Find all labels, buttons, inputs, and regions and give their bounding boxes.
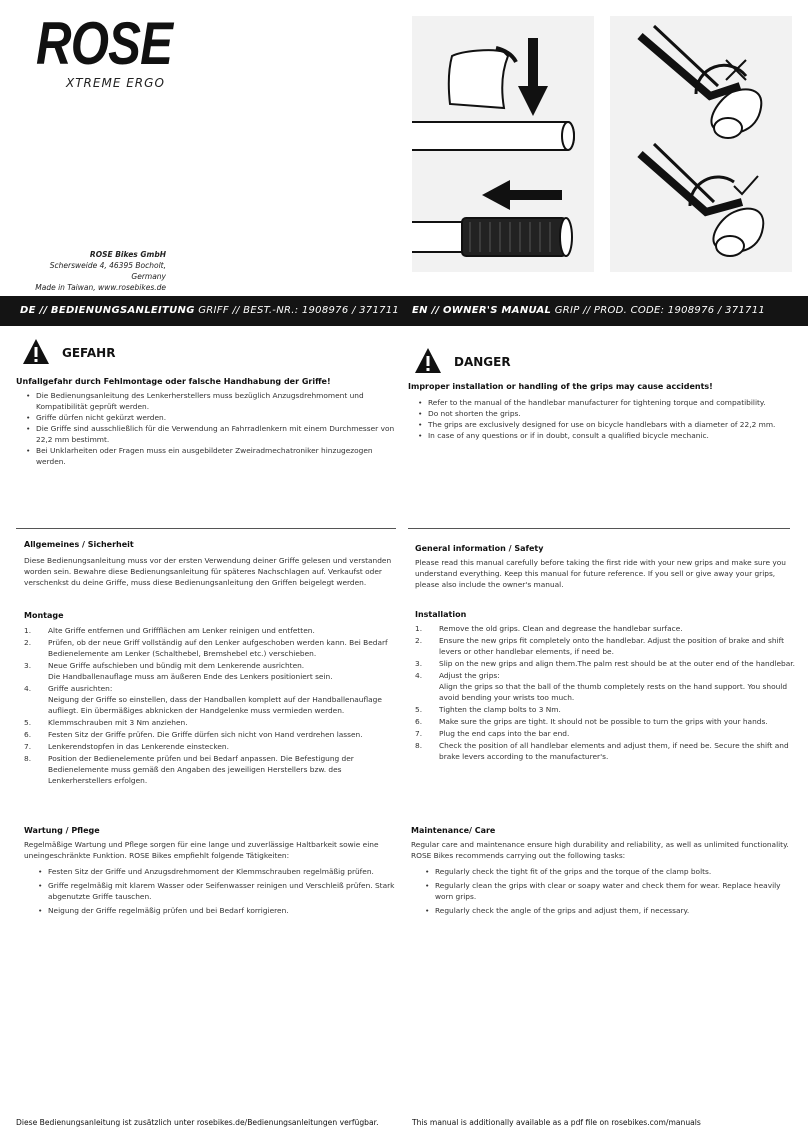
danger-item-de: • Die Griffe sind ausschließlich für die Verwendung an Fahrradlenkern mit einem Durchmesser von 22,2 mm bestimmt. — [36, 423, 396, 445]
step-de-8: 8. Position der Bedienelemente prüfen und bei Bedarf anpassen. Die Befestigung der Bedienelemente muss gemäß den Angaben des jeweiligen Herstellers bzw. des Lenkerherstellers erfolgen. — [24, 754, 354, 785]
installation-title-en: Installation — [415, 610, 467, 619]
footer-en: This manual is additionally available as a pdf file on rosebikes.com/manuals — [412, 1118, 701, 1127]
danger-item-en: • The grips are exclusively designed for use on bicycle handlebars with a diameter of 22,2 mm. — [428, 419, 796, 430]
maintenance-title-de: Wartung / Pflege — [24, 826, 100, 835]
header-en — [412, 296, 765, 326]
step-de-5: 5. Klemmschrauben mit 3 Nm anziehen. — [24, 718, 188, 727]
company-name: ROSE Bikes GmbH — [89, 250, 166, 259]
danger-item-de: • Griffe dürfen nicht gekürzt werden. — [36, 412, 396, 423]
wrong-cross-icon — [726, 60, 746, 80]
company-info — [20, 249, 166, 293]
header-en-lang: EN // — [412, 305, 440, 316]
footer-de: Diese Bedienungsanleitung ist zusätzlich unter rosebikes.de/Bedienungsanleitungen verfügbar. — [16, 1118, 379, 1127]
step-en-4: 4. Adjust the grips: Align the grips so that the ball of the thumb completely rests on the hand support. You should avoid bending your wrists too much. — [415, 671, 788, 702]
step-de-4: 4. Griffe ausrichten: Neigung der Griffe so einstellen, dass der Handballen komplett auf der Handballenauflage aufliegt. Ein übermäßiges abknicken der Handgelenke muss vermieden werden. — [24, 684, 382, 715]
maintenance-text-en: Regular care and maintenance ensure high durability and reliability, as well as unlimited functionality. ROSE Bikes recommends carrying out the following tasks: — [411, 840, 789, 860]
header-de-title: BEDIENUNGSANLEITUNG — [50, 305, 195, 316]
installation-steps-de — [24, 625, 396, 787]
step-en-3: 3. Slip on the new grips and align them.The palm rest should be at the outer end of the handlebar. — [415, 659, 795, 668]
maintenance-text-de: Regelmäßige Wartung und Pflege sorgen für eine lange und zuverlässige Haltbarkeit sowie eine uneingeschränkte Funktion. ROSE Bikes empfiehlt folgende Tätigkeiten: — [24, 840, 379, 860]
step-en-1: 1. Remove the old grips. Clean and degrease the handlebar surface. — [415, 624, 683, 633]
grip-alignment-drawing — [610, 16, 792, 272]
header-de-lang: DE // — [20, 305, 48, 316]
header-en-title: OWNER'S MANUAL — [442, 305, 552, 316]
maintenance-item-de: • Festen Sitz der Griffe und Anzugsdrehmoment der Klemmschrauben regelmäßig prüfen. — [48, 866, 396, 877]
danger-item-de: • Die Bedienungsanleitung des Lenkerherstellers muss bezüglich Anzugsdrehmoment und Kompatibilität geprüft werden. — [36, 390, 396, 412]
alignment-illustration — [610, 16, 792, 272]
danger-item-en: • Do not shorten the grips. — [428, 408, 796, 419]
maintenance-item-en: • Regularly check the angle of the grips and adjust them, if necessary. — [435, 905, 797, 916]
warning-icon — [22, 338, 50, 366]
danger-list-en — [416, 397, 796, 441]
step-de-3: 3. Neue Griffe aufschieben und bündig mit dem Lenkerende ausrichten. Die Handballenauflage muss am äußeren Ende des Lenkers positioniert sein. — [24, 661, 333, 681]
installation-illustration — [412, 16, 594, 272]
danger-headline-de: Unfallgefahr durch Fehlmontage oder falsche Handhabung der Griffe! — [16, 377, 331, 386]
step-en-8: 8. Check the position of all handlebar elements and adjust them, if need be. Secure the shift and brake levers according to the manufacturer's. — [415, 741, 789, 761]
warning-icon — [414, 347, 442, 375]
maintenance-list-de — [36, 866, 396, 919]
divider-en — [408, 528, 790, 529]
maintenance-item-en: • Regularly clean the grips with clear or soapy water and check them for wear. Replace heavily worn grips. — [435, 880, 797, 902]
step-en-6: 6. Make sure the grips are tight. It should not be possible to turn the grips with your hands. — [415, 717, 768, 726]
step-en-7: 7. Plug the end caps into the bar end. — [415, 729, 570, 738]
general-title-de: Allgemeines / Sicherheit — [24, 540, 134, 549]
danger-title-en: DANGER — [454, 355, 511, 369]
step-de-7: 7. Lenkerendstopfen in das Lenkerende einstecken. — [24, 742, 229, 751]
maintenance-item-de: • Griffe regelmäßig mit klarem Wasser oder Seifenwasser reinigen und Verschleiß prüfen. Stark abgenutzte Griffe tauschen. — [48, 880, 396, 902]
general-title-en: General information / Safety — [415, 544, 544, 553]
danger-item-en: • Refer to the manual of the handlebar manufacturer for tightening torque and compatibility. — [428, 397, 796, 408]
company-made: Made in Taiwan, www.rosebikes.de — [35, 283, 166, 292]
step-en-2: 2. Ensure the new grips fit completely onto the handlebar. Adjust the position of brake and shift levers or other handlebar elements, if need be. — [415, 636, 784, 656]
general-text-de: Diese Bedienungsanleitung muss vor der ersten Verwendung deiner Griffe gelesen und verstanden worden sein. Bewahre diese Bedienungsanleitung für späteres Nachschlagen auf. Verkaufst oder verschenkst du deine Griffe, muss diese Bedienungsanleitung den Griffen beigelegt werden. — [24, 556, 392, 587]
maintenance-item-de: • Neigung der Griffe regelmäßig prüfen und bei Bedarf korrigieren. — [48, 905, 396, 916]
danger-headline-en: Improper installation or handling of the grips may cause accidents! — [408, 382, 713, 391]
step-de-1: 1. Alte Griffe entfernen und Griffflächen am Lenker reinigen und entfetten. — [24, 626, 315, 635]
installation-steps-en — [415, 623, 797, 763]
brand-logo: ROSE — [36, 10, 173, 77]
maintenance-item-en: • Regularly check the tight fit of the grips and the torque of the clamp bolts. — [435, 866, 797, 877]
header-de-code: GRIFF // BEST.-NR.: 1908976 / 371711 — [198, 305, 400, 316]
divider-de — [16, 528, 396, 529]
header-de — [20, 296, 399, 326]
maintenance-list-en — [423, 866, 797, 919]
danger-title-de: GEFAHR — [62, 346, 116, 360]
step-de-6: 6. Festen Sitz der Griffe prüfen. Die Griffe dürfen sich nicht von Hand verdrehen lassen. — [24, 730, 363, 739]
step-en-5: 5. Tighten the clamp bolts to 3 Nm. — [415, 705, 561, 714]
grip-install-drawing — [412, 16, 594, 272]
danger-list-de — [24, 390, 396, 467]
correct-check-icon — [734, 176, 758, 194]
model-name: XTREME ERGO — [66, 76, 165, 90]
danger-item-de: • Bei Unklarheiten oder Fragen muss ein ausgebildeter Zweiradmechatroniker hinzugezogen werden. — [36, 445, 396, 467]
header-en-code: GRIP // PROD. CODE: 1908976 / 371711 — [554, 305, 766, 316]
maintenance-title-en: Maintenance/ Care — [411, 826, 496, 835]
general-text-en: Please read this manual carefully before taking the first ride with your new grips and make sure you understand everything. Keep this manual for future reference. If you sell or give away your grips, please also include the owner's manual. — [415, 558, 786, 589]
step-de-2: 2. Prüfen, ob der neue Griff vollständig auf den Lenker aufgeschoben werden kann. Bei Bedarf Bedienelemente am Lenker (Schalthebel, Bremshebel etc.) verschieben. — [24, 638, 388, 658]
company-address: Schersweide 4, 46395 Bocholt, Germany — [49, 261, 166, 281]
installation-title-de: Montage — [24, 611, 64, 620]
danger-item-en: • In case of any questions or if in doubt, consult a qualified bicycle mechanic. — [428, 430, 796, 441]
